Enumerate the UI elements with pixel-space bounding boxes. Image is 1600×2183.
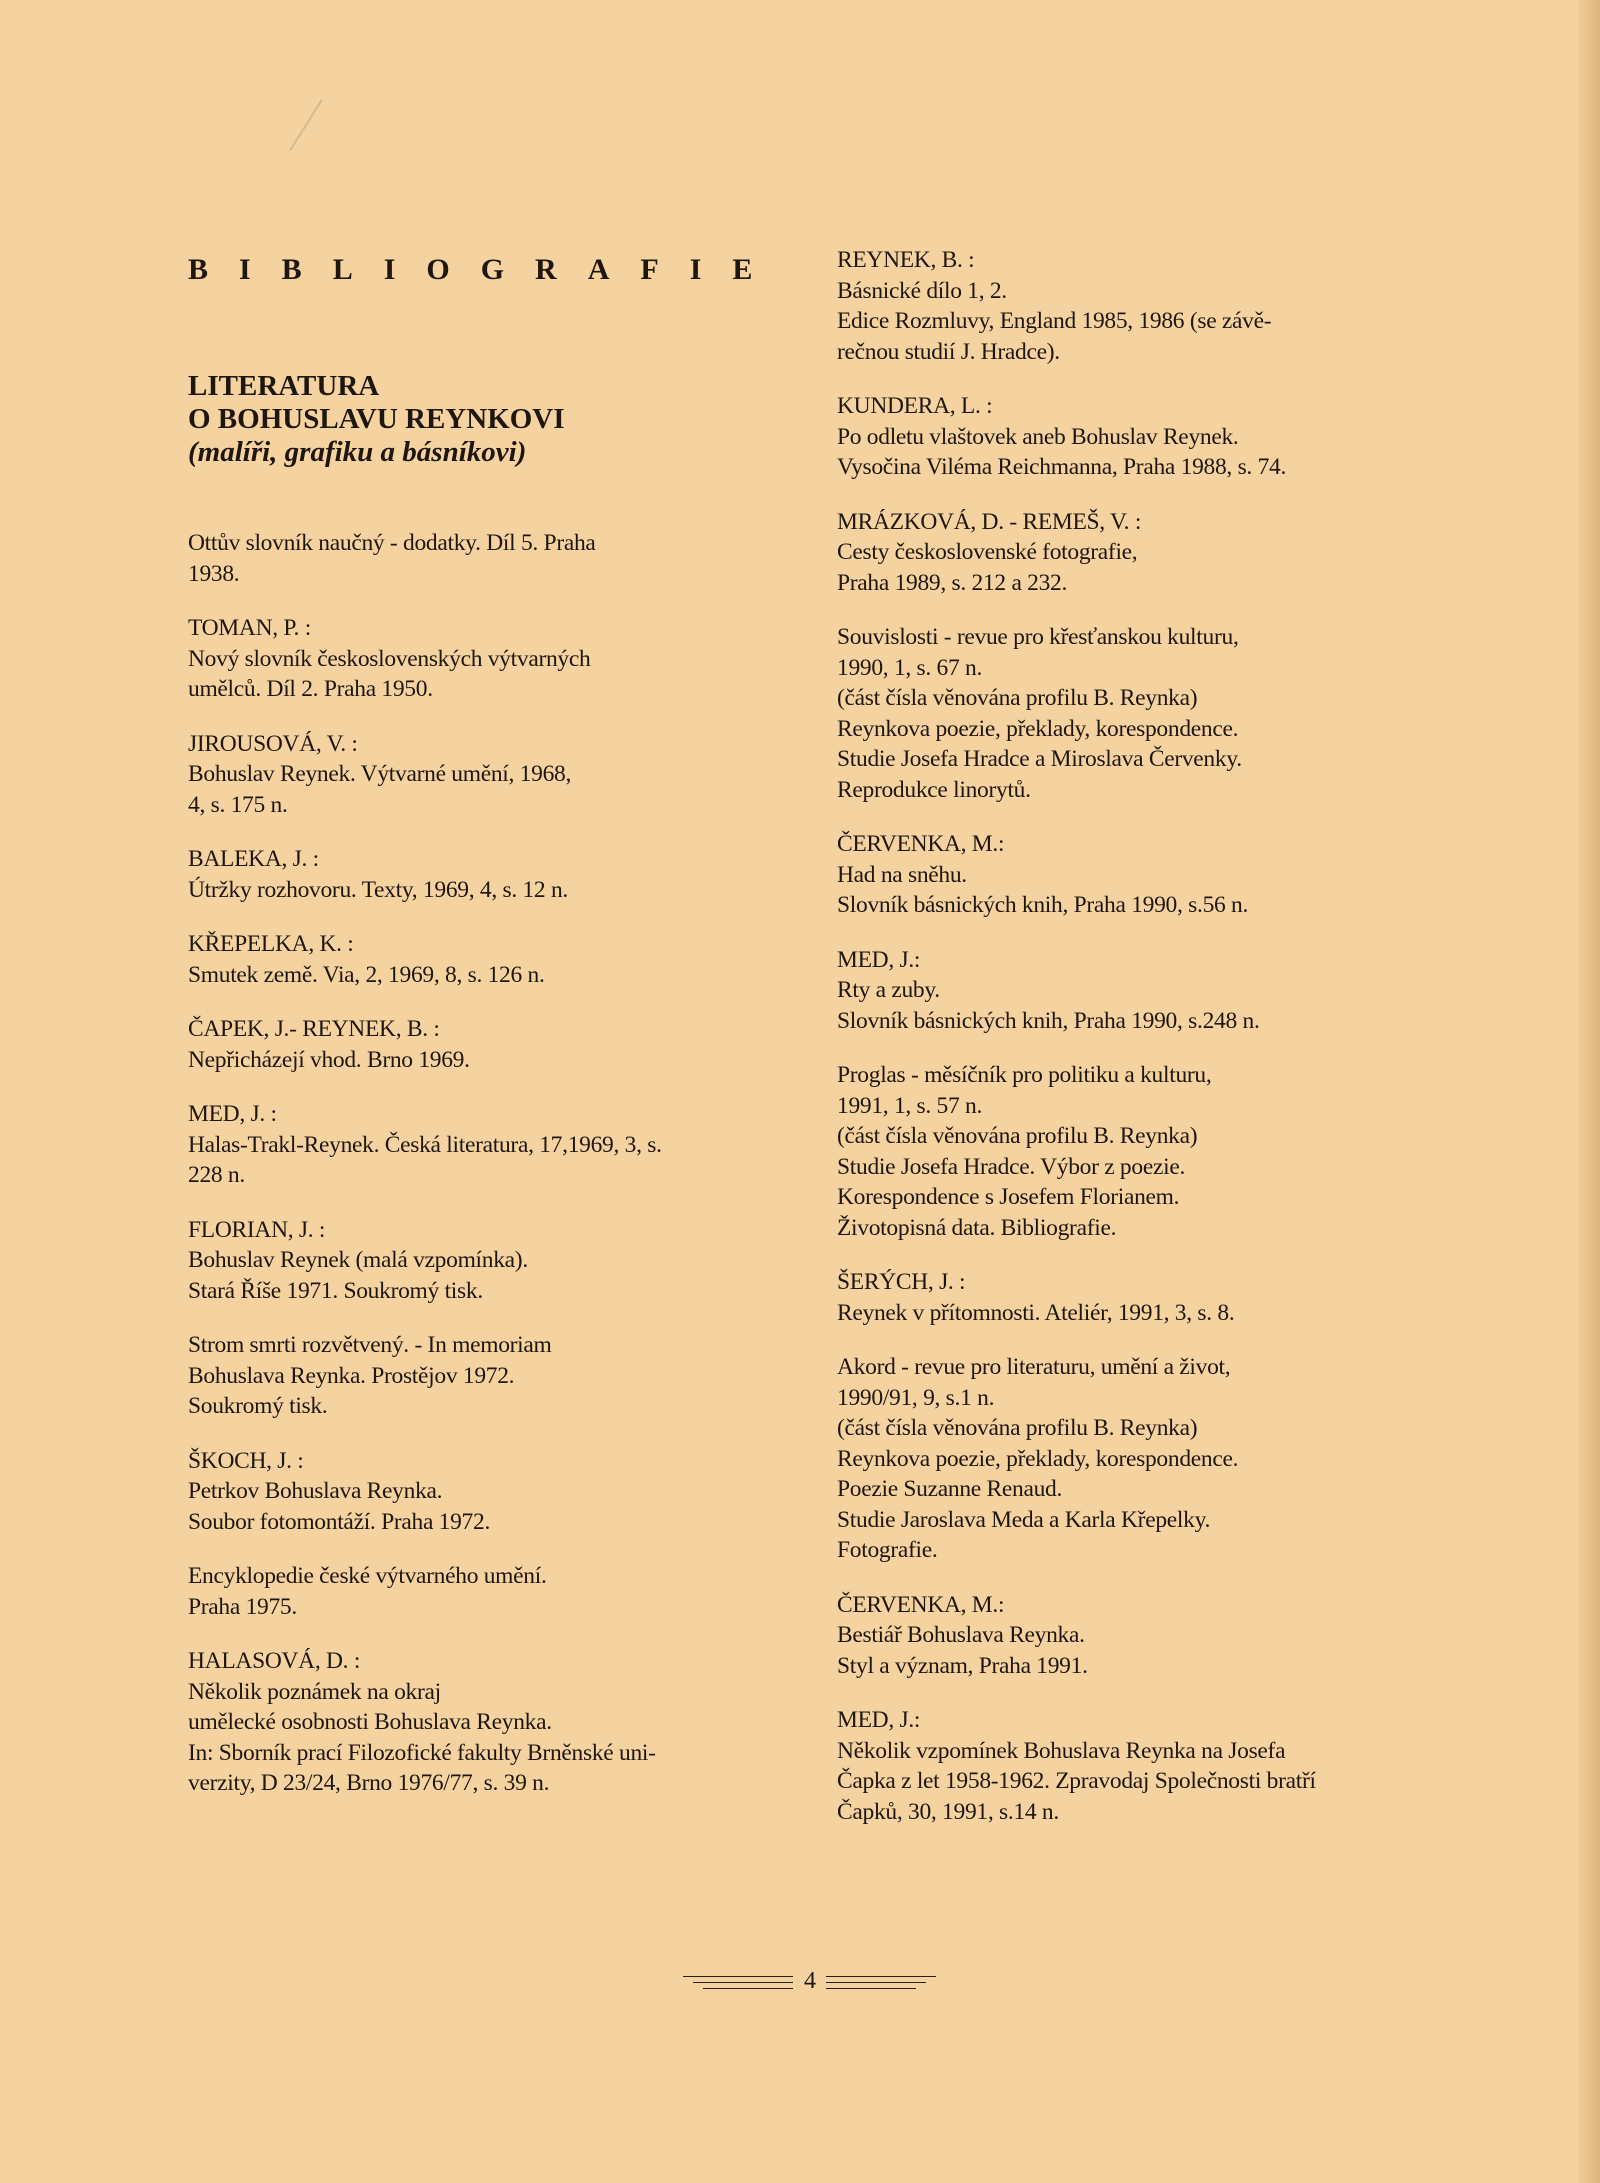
entry-line: JIROUSOVÁ, V. :	[188, 730, 358, 757]
entry-line: Smutek země. Via, 2, 1969, 8, s. 126 n.	[188, 961, 545, 988]
entry-line: MED, J.:	[837, 946, 921, 973]
entry-line: Souvislosti - revue pro křesťanskou kulturu,	[837, 624, 1239, 650]
footer-rule-left-3	[703, 1988, 793, 1989]
entry-line: MRÁZKOVÁ, D. - REMEŠ, V. :	[837, 508, 1142, 535]
entry-line: Ottův slovník naučný - dodatky. Díl 5. Praha	[188, 530, 596, 556]
entry-line: umělecké osobnosti Bohuslava Reynka.	[188, 1709, 552, 1735]
entry-line: FLORIAN, J. :	[188, 1216, 326, 1243]
bibliography-entry	[188, 1014, 768, 1075]
bibliography-entry	[188, 1330, 768, 1422]
section-title-line-2: O BOHUSLAVU REYNKOVI	[188, 403, 565, 435]
scan-mark	[289, 99, 322, 151]
entry-line: Rty a zuby.	[837, 977, 940, 1003]
entry-line: Studie Josefa Hradce. Výbor z poezie.	[837, 1153, 1186, 1180]
entry-line: Fotografie.	[837, 1537, 938, 1563]
entry-line: Had na sněhu.	[837, 861, 967, 888]
entry-line: Slovník básnických knih, Praha 1990, s.248 n.	[837, 1007, 1260, 1034]
entry-line: Soukromý tisk.	[188, 1393, 328, 1419]
page-footer	[683, 1966, 953, 1996]
bibliography-entry	[188, 1646, 768, 1799]
entry-line: ČERVENKA, M.:	[837, 1591, 1005, 1618]
entry-line: Životopisná data. Bibliografie.	[837, 1214, 1117, 1241]
entry-line: REYNEK, B. :	[837, 247, 975, 273]
bibliography-entry	[188, 1446, 768, 1538]
entry-line: Encyklopedie české výtvarného umění.	[188, 1563, 547, 1589]
page-edge-shadow	[1578, 0, 1600, 2183]
entry-line: KŘEPELKA, K. :	[188, 931, 354, 957]
footer-rule-right-2	[826, 1982, 926, 1983]
entry-line: Vysočina Viléma Reichmanna, Praha 1988, s. 74.	[837, 454, 1287, 480]
entry-line: ŠKOCH, J. :	[188, 1447, 304, 1474]
bibliography-entry	[837, 391, 1437, 483]
entry-line: Bohuslav Reynek (malá vzpomínka).	[188, 1247, 528, 1273]
bibliography-entry	[837, 1590, 1437, 1682]
entry-line: (část čísla věnována profilu B. Reynka)	[837, 1415, 1198, 1441]
entry-line: Studie Jaroslava Meda a Karla Křepelky.	[837, 1506, 1211, 1533]
bibliography-entry	[188, 844, 768, 905]
bibliography-entry	[188, 528, 768, 589]
entry-line: Bestiář Bohuslava Reynka.	[837, 1622, 1085, 1648]
entry-line: Reprodukce linorytů.	[837, 776, 1031, 803]
entry-line: 1990, 1, s. 67 n.	[837, 654, 983, 681]
entry-line: rečnou studií J. Hradce).	[837, 338, 1060, 365]
entry-line: 1938.	[188, 560, 240, 587]
entry-line: ŠERÝCH, J. :	[837, 1269, 966, 1295]
entry-line: 1990/91, 9, s.1 n.	[837, 1384, 995, 1411]
entry-line: Stará Říše 1971. Soukromý tisk.	[188, 1277, 483, 1304]
entry-line: 228 n.	[188, 1162, 245, 1188]
page-number: 4	[801, 1968, 819, 1995]
entry-line: Několik vzpomínek Bohuslava Reynka na Josefa	[837, 1737, 1286, 1764]
bibliography-entry	[837, 622, 1437, 805]
entry-line: Styl a význam, Praha 1991.	[837, 1652, 1088, 1679]
right-bibliography-list	[837, 245, 1437, 1851]
bibliography-entry	[837, 1352, 1437, 1566]
entry-line: Akord - revue pro literaturu, umění a život,	[837, 1354, 1231, 1380]
bibliography-entry	[837, 829, 1437, 921]
entry-line: MED, J. :	[188, 1101, 277, 1127]
entry-line: In: Sborník prací Filozofické fakulty Brněnské uni-	[188, 1739, 656, 1766]
entry-line: Praha 1989, s. 212 a 232.	[837, 569, 1068, 596]
entry-line: Slovník básnických knih, Praha 1990, s.56 n.	[837, 892, 1249, 918]
bibliography-entry	[188, 1099, 768, 1191]
entry-line: ČAPEK, J.- REYNEK, B. :	[188, 1016, 440, 1042]
entry-line: MED, J.:	[837, 1707, 921, 1733]
entry-line: Strom smrti rozvětvený. - In memoriam	[188, 1332, 552, 1358]
section-title-subtitle: (malíři, grafiku a básníkovi)	[188, 436, 527, 468]
entry-line: Po odletu vlaštovek aneb Bohuslav Reynek.	[837, 423, 1239, 450]
footer-rule-right-1	[826, 1976, 936, 1977]
entry-line: Petrkov Bohuslava Reynka.	[188, 1478, 443, 1504]
footer-rule-left-2	[693, 1982, 793, 1983]
entry-line: ČERVENKA, M.:	[837, 831, 1005, 857]
entry-line: Studie Josefa Hradce a Miroslava Červenky.	[837, 746, 1242, 772]
bibliography-entry	[188, 613, 768, 705]
entry-line: 4, s. 175 n.	[188, 791, 288, 818]
entry-line: Poezie Suzanne Renaud.	[837, 1476, 1063, 1502]
entry-line: (část čísla věnována profilu B. Reynka)	[837, 685, 1198, 711]
entry-line: BALEKA, J. :	[188, 846, 319, 872]
entry-line: Čapka z let 1958-1962. Zpravodaj Společnosti bratří	[837, 1768, 1316, 1794]
section-title-line-1: LITERATURA	[188, 370, 380, 402]
entry-line: Nový slovník československých výtvarných	[188, 645, 591, 672]
entry-line: Praha 1975.	[188, 1593, 297, 1620]
entry-line: Halas-Trakl-Reynek. Česká literatura, 17,1969, 3, s.	[188, 1131, 662, 1158]
entry-line: Čapků, 30, 1991, s.14 n.	[837, 1798, 1059, 1825]
entry-line: Reynkova poezie, překlady, korespondence.	[837, 715, 1239, 742]
footer-rule-right-3	[826, 1988, 916, 1989]
bibliography-entry	[837, 245, 1437, 367]
entry-line: 1991, 1, s. 57 n.	[837, 1092, 983, 1119]
entry-line: Reynkova poezie, překlady, korespondence.	[837, 1445, 1239, 1472]
entry-line: Útržky rozhovoru. Texty, 1969, 4, s. 12 n.	[188, 876, 568, 903]
entry-line: (část čísla věnována profilu B. Reynka)	[837, 1123, 1198, 1149]
footer-rule-left-1	[683, 1976, 793, 1977]
entry-line: Proglas - měsíčník pro politiku a kulturu,	[837, 1062, 1212, 1088]
entry-line: Cesty československé fotografie,	[837, 539, 1138, 565]
bibliography-entry	[837, 507, 1437, 599]
bibliography-entry	[837, 1267, 1437, 1328]
page-heading: BIBLIOGRAFIE	[188, 253, 784, 286]
entry-line: Bohuslava Reynka. Prostějov 1972.	[188, 1362, 515, 1389]
bibliography-entry	[188, 1561, 768, 1622]
entry-line: Reynek v přítomnosti. Ateliér, 1991, 3, s. 8.	[837, 1299, 1235, 1326]
bibliography-entry	[837, 1705, 1437, 1827]
entry-line: Edice Rozmluvy, England 1985, 1986 (se závě-	[837, 308, 1272, 334]
entry-line: KUNDERA, L. :	[837, 393, 993, 419]
left-bibliography-list	[188, 528, 768, 1823]
section-title	[188, 370, 565, 469]
entry-line: Bohuslav Reynek. Výtvarné umění, 1968,	[188, 761, 572, 787]
entry-line: TOMAN, P. :	[188, 615, 311, 641]
bibliography-entry	[188, 929, 768, 990]
entry-line: HALASOVÁ, D. :	[188, 1648, 361, 1674]
entry-line: Několik poznámek na okraj	[188, 1678, 441, 1705]
entry-line: umělců. Díl 2. Praha 1950.	[188, 676, 433, 702]
entry-line: verzity, D 23/24, Brno 1976/77, s. 39 n.	[188, 1770, 550, 1796]
entry-line: Nepřicházejí vhod. Brno 1969.	[188, 1046, 470, 1073]
entry-line: Básnické dílo 1, 2.	[837, 277, 1007, 304]
entry-line: Korespondence s Josefem Florianem.	[837, 1184, 1180, 1210]
entry-line: Soubor fotomontáží. Praha 1972.	[188, 1508, 491, 1535]
bibliography-entry	[188, 1215, 768, 1307]
bibliography-entry	[837, 945, 1437, 1037]
bibliography-entry	[188, 729, 768, 821]
bibliography-entry	[837, 1060, 1437, 1243]
